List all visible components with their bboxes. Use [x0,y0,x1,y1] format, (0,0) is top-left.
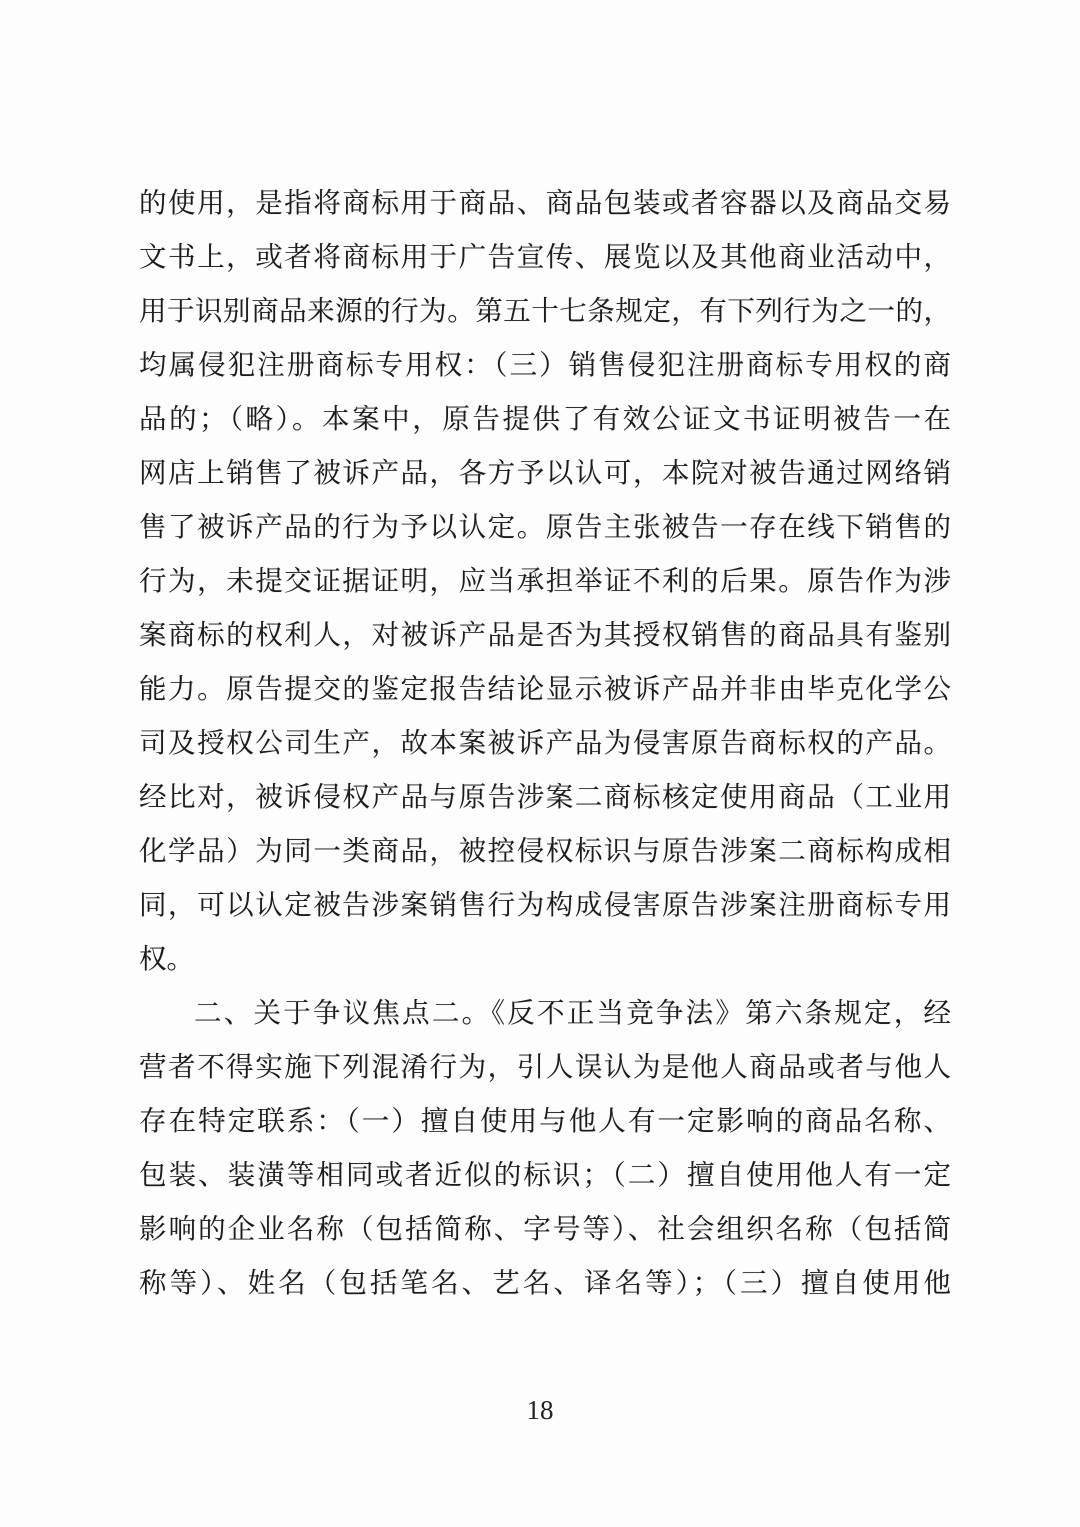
text-line: 司及授权公司生产，故本案被诉产品为侵害原告商标权的产品。 [139,727,951,758]
text-line: 网店上销售了被诉产品，各方予以认可，本院对被告通过网络销 [139,457,951,488]
text-line: 称等）、姓名（包括笔名、艺名、译名等）；（三）擅自使用他 [139,1267,951,1298]
text-line: 影响的企业名称（包括简称、字号等）、社会组织名称（包括简 [139,1213,951,1244]
text-line: 案商标的权利人，对被诉产品是否为其授权销售的商品具有鉴别 [139,619,951,650]
text-line: 经比对，被诉侵权产品与原告涉案二商标核定使用商品（工业用 [139,781,951,812]
text-line: 均属侵犯注册商标专用权：（三）销售侵犯注册商标专用权的商 [139,349,951,380]
text-line: 的使用，是指将商标用于商品、商品包装或者容器以及商品交易 [139,187,951,218]
text-line: 品的；（略）。本案中，原告提供了有效公证文书证明被告一在 [139,403,951,434]
paragraph-end-line: 权。 [139,943,194,974]
page-number: 18 [526,1395,554,1425]
text-line: 化学品）为同一类商品，被控侵权标识与原告涉案二商标构成相 [139,835,951,866]
text-line: 营者不得实施下列混淆行为，引人误认为是他人商品或者与他人 [139,1051,951,1082]
text-line: 行为，未提交证据证明，应当承担举证不利的后果。原告作为涉 [139,565,951,596]
text-line: 包装、装潢等相同或者近似的标识；（二）擅自使用他人有一定 [139,1159,951,1190]
text-line: 同，可以认定被告涉案销售行为构成侵害原告涉案注册商标专用 [139,889,951,920]
text-line: 用于识别商品来源的行为。第五十七条规定，有下列行为之一的， [139,295,951,326]
text-line: 存在特定联系：（一）擅自使用与他人有一定影响的商品名称、 [139,1105,951,1136]
text-line: 售了被诉产品的行为予以认定。原告主张被告一存在线下销售的 [139,511,951,542]
body-text [139,176,951,1310]
paragraph-first-line: 二、关于争议焦点二。《反不正当竞争法》第六条规定，经 [194,997,951,1028]
text-line: 能力。原告提交的鉴定报告结论显示被诉产品并非由毕克化学公 [139,673,951,704]
text-line: 文书上，或者将商标用于广告宣传、展览以及其他商业活动中， [139,241,951,272]
